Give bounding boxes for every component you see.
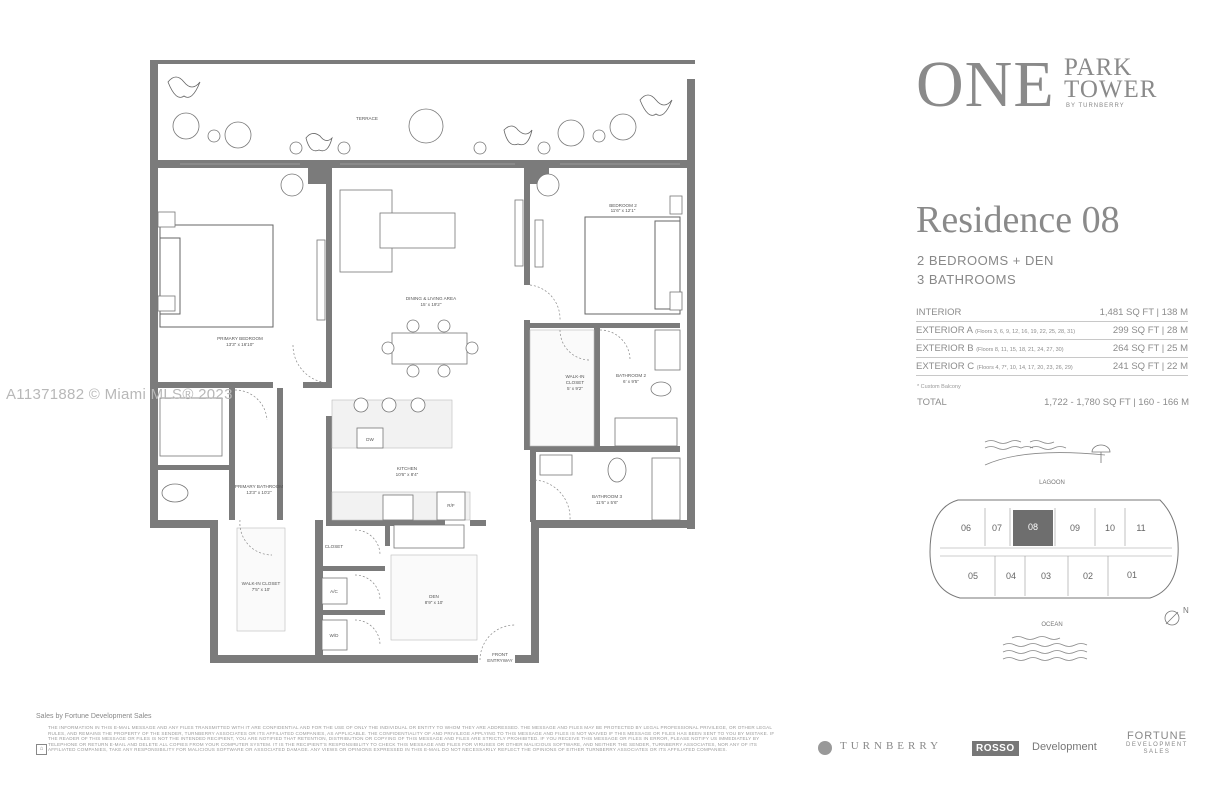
- label-wd: W/D: [329, 633, 339, 638]
- label-closet: CLOSET: [324, 544, 344, 549]
- turnberry-logo: TURNBERRY: [840, 740, 943, 752]
- unit-label: 02: [1082, 571, 1094, 581]
- area-row: [916, 340, 1188, 358]
- label-dining: DINING & LIVING AREA: [405, 296, 457, 301]
- unit-label: 08: [1027, 522, 1039, 532]
- total-label: TOTAL: [917, 397, 947, 408]
- label-dw: DW: [366, 437, 374, 442]
- brand-park: PARK: [1064, 54, 1133, 81]
- ocean-label: OCEAN: [1041, 622, 1063, 628]
- dim-den: 8'9" x 10': [424, 600, 444, 605]
- label-walkin-closet: WALK-IN: [565, 374, 585, 379]
- unit-label: 09: [1069, 523, 1081, 533]
- area-table: [916, 304, 1188, 376]
- brand-one: ONE: [916, 48, 1055, 121]
- floor-plan: [140, 55, 720, 675]
- key-plan: [918, 432, 1194, 670]
- area-value: 1,481 SQ FT | 138 M: [1091, 304, 1188, 322]
- label-den: DEN: [429, 594, 439, 599]
- label-kitchen: KITCHEN: [396, 466, 418, 471]
- residence-title: Residence 08: [916, 199, 1120, 241]
- area-floors: (Floors 3, 6, 9, 12, 16, 19, 22, 25, 28, 31): [975, 329, 1076, 335]
- unit-label: 06: [960, 523, 972, 533]
- rosso-logo: ROSSO: [972, 741, 1019, 756]
- north-label: N: [1183, 606, 1189, 615]
- area-label: INTERIOR: [916, 307, 962, 318]
- label-front: FRONT: [492, 652, 508, 657]
- label-ac: A/C: [330, 589, 338, 594]
- compass-north-icon: [1165, 611, 1179, 625]
- total-value: 1,722 - 1,780 SQ FT | 160 - 166 M: [1044, 397, 1189, 408]
- unit-label: 11: [1136, 523, 1146, 533]
- area-label: EXTERIOR B: [916, 343, 974, 354]
- unit-label: 03: [1040, 571, 1052, 581]
- unit-label: 07: [991, 523, 1003, 533]
- dim-primary-bathroom: 13'3" x 10'2": [246, 490, 272, 495]
- area-row: [916, 304, 1188, 322]
- label-bedroom2: BEDROOM 2: [609, 203, 637, 208]
- unit-label: 01: [1126, 570, 1138, 580]
- area-row: [916, 322, 1188, 340]
- area-value: 299 SQ FT | 28 M: [1091, 322, 1188, 340]
- turnberry-logo-icon: [818, 741, 832, 755]
- custom-balcony-note: * Custom Balcony: [917, 384, 961, 390]
- fortune-sub2: SALES: [1143, 749, 1171, 755]
- unit-label: 10: [1104, 523, 1116, 533]
- label-bathroom3: BATHROOM 3: [591, 494, 623, 499]
- area-row: [916, 358, 1188, 376]
- dim-dining: 15' x 19'2": [420, 302, 442, 307]
- equal-housing-icon: ⌂: [36, 744, 47, 755]
- area-floors: (Floors 8, 11, 15, 18, 21, 24, 27, 30): [976, 347, 1064, 353]
- dim-primary-bedroom: 13'3" x 16'10": [226, 342, 254, 347]
- unit-label: 04: [1005, 571, 1017, 581]
- dim-kitchen: 10'6" x 8'4": [395, 472, 419, 477]
- unit-label: 05: [967, 571, 979, 581]
- label-primary-bedroom: PRIMARY BEDROOM: [217, 336, 263, 341]
- area-label: EXTERIOR C: [916, 361, 975, 372]
- total-row: [917, 397, 1189, 408]
- area-label: EXTERIOR A: [916, 325, 973, 336]
- dim-bathroom3: 11'6" x 5'6": [595, 500, 619, 505]
- fortune-sub1: DEVELOPMENT: [1126, 742, 1188, 748]
- fortune-logo: [1126, 730, 1188, 756]
- area-floors: (Floors 4, 7*, 10, 14, 17, 20, 23, 26, 29): [976, 365, 1073, 371]
- label-entryway: ENTRYWAY: [487, 658, 513, 663]
- sales-by-text: Sales by Fortune Development Sales: [36, 713, 152, 720]
- brand-by: BY TURNBERRY: [1066, 103, 1125, 109]
- bathrooms-text: 3 BATHROOMS: [917, 272, 1017, 287]
- dim-walkin-primary: 7'5" x 10': [251, 587, 271, 592]
- mls-watermark: A11371882 © Miami MLS® 2023: [6, 386, 233, 403]
- area-value: 264 SQ FT | 25 M: [1091, 340, 1188, 358]
- lagoon-label: LAGOON: [1039, 480, 1065, 486]
- label-primary-bathroom: PRIMARY BATHROOM: [234, 484, 284, 489]
- label-walkin-closet-2: CLOSET: [565, 380, 585, 385]
- label-terrace: TERRACE: [356, 116, 378, 121]
- dim-bedroom2: 11'6" x 12'1": [610, 208, 636, 213]
- dim-walkin-closet: 5' x 9'2": [567, 386, 583, 391]
- area-value: 241 SQ FT | 22 M: [1091, 358, 1188, 376]
- label-rf: R/F: [447, 503, 455, 508]
- brand-park-tower: [1064, 54, 1158, 103]
- legal-disclaimer: THE INFORMATION IN THIS E-MAIL MESSAGE AND ANY FILES TRANSMITTED WITH IT ARE CONFIDENTIAL AND FOR THE USE OF ONLY THE INDIVIDUAL OR ENTITY TO WHOM THEY ARE ADDRESSED. THE MESSAGE AND FILES MAY BE PROTECTED BY LEGAL PROFESSIONAL PRIVILEGE, OR OTHER LEGAL RULES, AND REMAINS THE PROPERTY OF THE SENDER, TURNBERRY ASSOCIATES OR ITS AFFILIATED COMPANIES, AS APPLICABLE. THE CONFIDENTIALITY OF AND PRIVILEGE APPLYING TO THIS MESSAGE AND FILES IS NOT WAIVED IF THIS MESSAGE OR FILES HAS BEEN SENT TO YOU BY MISTAKE. IF THE READER OF THIS MESSAGE OR FILES IS NOT THE INTENDED RECIPIENT, YOU ARE NOTIFIED THAT RETENTION, DISTRIBUTION OR COPYING OF THIS MESSAGE AND FILES ARE STRICTLY PROHIBITED. IF YOU RECEIVE THIS MESSAGE OR FILES IN ERROR, PLEASE NOTIFY US IMMEDIATELY BY TELEPHONE OR RETURN E-MAIL AND DELETE ALL COPIES FROM YOUR COMPUTER SYSTEM. IT IS THE RECIPIENT'S RESPONSIBILITY TO CHECK THIS MESSAGE AND FILES FOR VIRUSES OR OTHER MALICIOUS SOFTWARE, AND NEITHER THE SENDER, TURNBERRY ASSOCIATES, NOR ANY OF ITS AFFILIATED COMPANIES, TAKE ANY RESPONSIBILITY FOR MALICIOUS SOFTWARE OR ASSOCIATED DAMAGE. ANY VIEWS OR OPINIONS EXPRESSED IN THIS E-MAIL DO NOT NECESSARILY REFLECT THE OPINIONS OF EITHER TURNBERRY ASSOCIATES OR ITS AFFILIATED COMPANIES.: [48, 725, 775, 753]
- bedrooms-text: 2 BEDROOMS + DEN: [917, 253, 1054, 268]
- dim-bathroom2: 6' x 9'5": [623, 379, 639, 384]
- label-walkin-primary: WALK-IN CLOSET: [241, 581, 281, 586]
- brand-tower: TOWER: [1064, 76, 1158, 103]
- label-bathroom2: BATHROOM 2: [615, 373, 647, 378]
- rosso-development-text: Development: [1032, 741, 1097, 753]
- fortune-text: FORTUNE: [1126, 730, 1187, 742]
